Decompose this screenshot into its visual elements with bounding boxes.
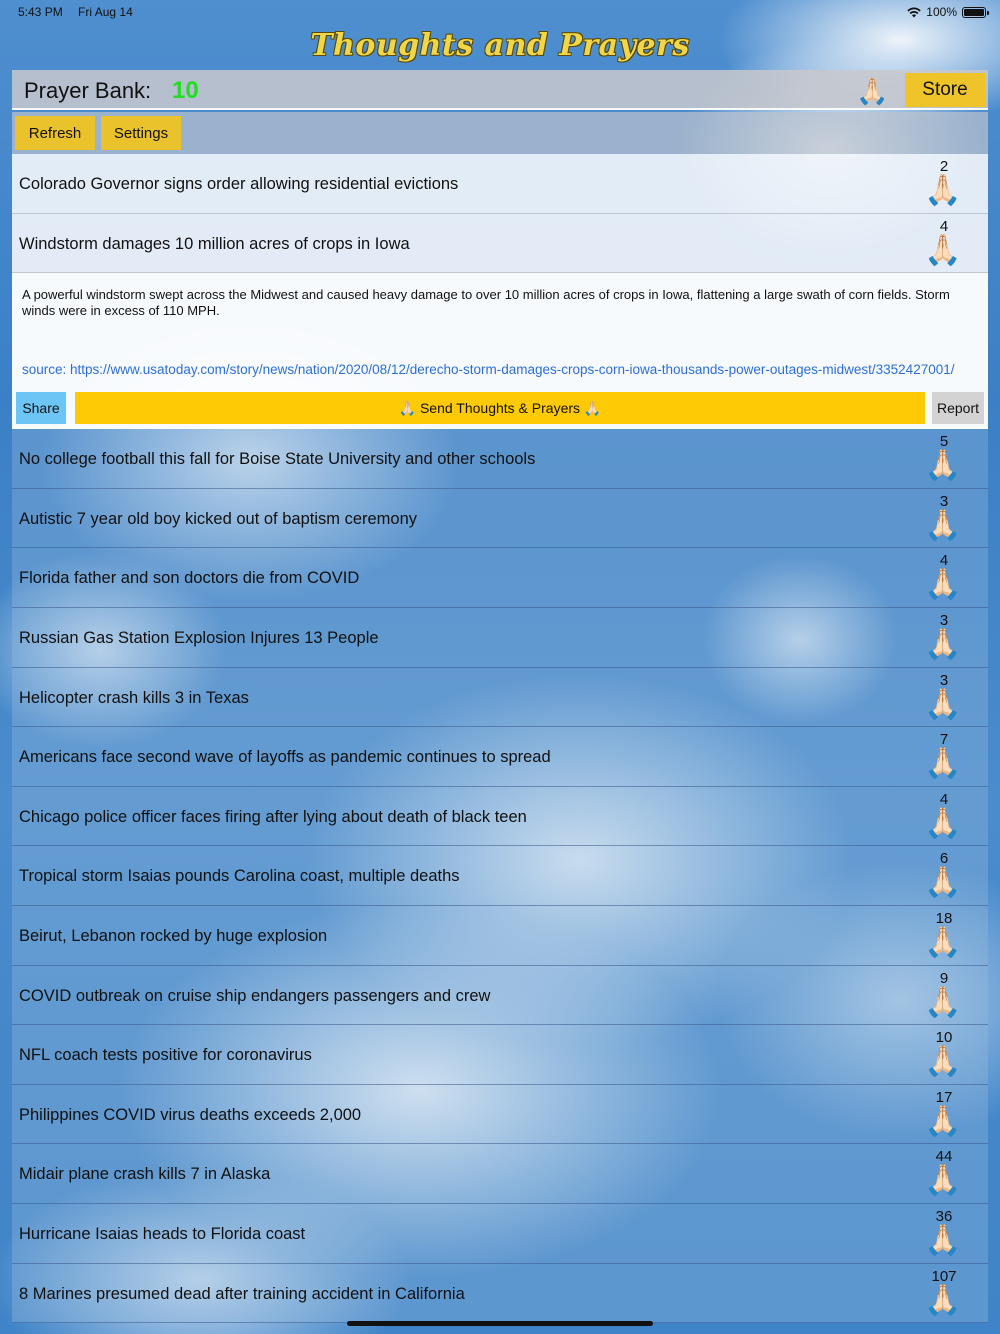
praying-hands-icon[interactable]: 🙏🏻 <box>924 1283 962 1317</box>
news-row[interactable] <box>12 1025 988 1085</box>
store-button[interactable]: Store <box>905 73 985 107</box>
news-row[interactable] <box>12 787 988 847</box>
news-title: COVID outbreak on cruise ship endangers passengers and crew <box>19 986 491 1005</box>
prayer-count: 2 <box>939 158 949 175</box>
news-row[interactable] <box>12 846 988 906</box>
news-row[interactable] <box>12 906 988 966</box>
news-title: Philippines COVID virus deaths exceeds 2,000 <box>19 1105 362 1124</box>
news-row[interactable] <box>12 727 988 787</box>
send-thoughts-prayers-button[interactable]: 🙏🏻 Send Thoughts & Prayers 🙏🏻 <box>75 392 925 424</box>
prayer-count: 4 <box>939 217 949 235</box>
praying-hands-icon[interactable]: 🙏🏻 <box>924 985 962 1019</box>
prayer-bank-value: 10 <box>172 77 199 104</box>
status-bar <box>0 0 1000 24</box>
settings-button[interactable]: Settings <box>101 116 181 150</box>
prayer-count: 6 <box>939 850 949 868</box>
prayer-count: 18 <box>935 909 953 927</box>
news-action-bar <box>12 389 988 429</box>
news-detail-text: A powerful windstorm swept across the Midwest and caused heavy damage to over 10 million acres of crops in Iowa, flattening a large swath of corn fields. Storm winds were in excess of 110 MPH. <box>22 287 950 319</box>
header-bar <box>12 70 988 110</box>
news-title: Autistic 7 year old boy kicked out of baptism ceremony <box>19 509 418 528</box>
toolbar <box>12 112 988 154</box>
news-title: Russian Gas Station Explosion Injures 13 People <box>19 628 379 647</box>
news-title: Florida father and son doctors die from COVID <box>19 569 360 588</box>
prayer-count: 36 <box>935 1207 953 1225</box>
status-date: Fri Aug 14 <box>78 5 133 19</box>
prayer-count: 17 <box>935 1088 953 1106</box>
news-list <box>12 154 988 1323</box>
praying-hands-icon[interactable]: 🙏🏻 <box>924 925 962 959</box>
prayer-count: 9 <box>939 969 949 987</box>
news-title: NFL coach tests positive for coronavirus <box>19 1046 312 1065</box>
news-title: Chicago police officer faces firing after lying about death of black teen <box>19 807 527 826</box>
praying-hands-icon[interactable]: 🙏🏻 <box>924 806 962 840</box>
news-title: 8 Marines presumed dead after training accident in California <box>19 1284 465 1303</box>
news-row[interactable] <box>12 1264 988 1324</box>
news-row[interactable] <box>12 548 988 608</box>
prayer-count: 44 <box>935 1148 953 1166</box>
praying-hands-icon[interactable]: 🙏🏻 <box>924 866 962 900</box>
praying-hands-icon[interactable]: 🙏🏻 <box>924 568 962 602</box>
praying-hands-icon[interactable]: 🙏🏻 <box>924 1223 962 1257</box>
report-button[interactable]: Report <box>932 392 984 424</box>
praying-hands-icon[interactable]: 🙏🏻 <box>924 687 962 721</box>
news-title: Midair plane crash kills 7 in Alaska <box>19 1165 271 1184</box>
prayer-bank-label: Prayer Bank: <box>24 78 152 103</box>
news-row[interactable] <box>12 1204 988 1264</box>
status-left <box>18 5 145 19</box>
news-title: Windstorm damages 10 million acres of crops in Iowa <box>19 234 410 253</box>
news-row[interactable] <box>12 668 988 728</box>
praying-hands-icon[interactable]: 🙏🏻 <box>924 233 962 267</box>
news-row[interactable] <box>12 214 988 274</box>
prayer-count: 3 <box>939 611 949 629</box>
prayer-count: 7 <box>939 731 949 749</box>
prayer-count: 4 <box>939 552 949 570</box>
praying-hands-icon[interactable]: 🙏🏻 <box>924 174 962 207</box>
praying-hands-icon: 🙏🏻 <box>856 76 889 106</box>
praying-hands-icon[interactable]: 🙏🏻 <box>924 508 962 542</box>
prayer-count: 3 <box>939 492 949 510</box>
status-time: 5:43 PM <box>18 5 63 19</box>
news-row[interactable] <box>12 966 988 1026</box>
news-row[interactable] <box>12 489 988 549</box>
battery-icon <box>962 7 986 18</box>
news-row[interactable] <box>12 1144 988 1204</box>
share-button[interactable]: Share <box>16 392 66 424</box>
news-row[interactable] <box>12 154 988 214</box>
praying-hands-icon[interactable]: 🙏🏻 <box>924 1164 962 1198</box>
app-title: Thoughts and Prayers <box>310 28 690 63</box>
news-title: Beirut, Lebanon rocked by huge explosion <box>19 926 328 945</box>
prayer-count: 3 <box>939 671 949 689</box>
wifi-icon <box>907 7 921 18</box>
praying-hands-icon[interactable]: 🙏🏻 <box>924 1045 962 1079</box>
prayer-count: 5 <box>939 433 949 451</box>
status-right <box>907 5 986 19</box>
prayer-count: 107 <box>931 1267 957 1285</box>
prayer-count: 10 <box>935 1029 953 1047</box>
news-title: Colorado Governor signs order allowing residential evictions <box>19 175 459 193</box>
news-title: Tropical storm Isaias pounds Carolina coast, multiple deaths <box>19 867 460 886</box>
praying-hands-icon[interactable]: 🙏🏻 <box>924 1104 962 1138</box>
news-title: No college football this fall for Boise State University and other schools <box>19 450 536 469</box>
news-row[interactable] <box>12 429 988 489</box>
news-row[interactable] <box>12 608 988 668</box>
praying-hands-icon[interactable]: 🙏🏻 <box>924 449 962 483</box>
news-source-link[interactable]: source: https://www.usatoday.com/story/news/nation/2020/08/12/derecho-storm-damages-crops-corn-iowa-thousands-power-outages-midwest/3352427001/ <box>22 362 955 378</box>
news-title: Americans face second wave of layoffs as pandemic continues to spread <box>19 748 551 767</box>
news-detail-panel <box>12 273 988 389</box>
battery-percent: 100% <box>926 5 957 19</box>
news-row[interactable] <box>12 1085 988 1145</box>
praying-hands-icon[interactable]: 🙏🏻 <box>924 747 962 781</box>
refresh-button[interactable]: Refresh <box>15 116 95 150</box>
news-title: Hurricane Isaias heads to Florida coast <box>19 1224 306 1243</box>
praying-hands-icon[interactable]: 🙏🏻 <box>924 627 962 661</box>
home-indicator <box>347 1321 653 1326</box>
prayer-count: 4 <box>939 790 949 808</box>
news-title: Helicopter crash kills 3 in Texas <box>19 688 249 707</box>
